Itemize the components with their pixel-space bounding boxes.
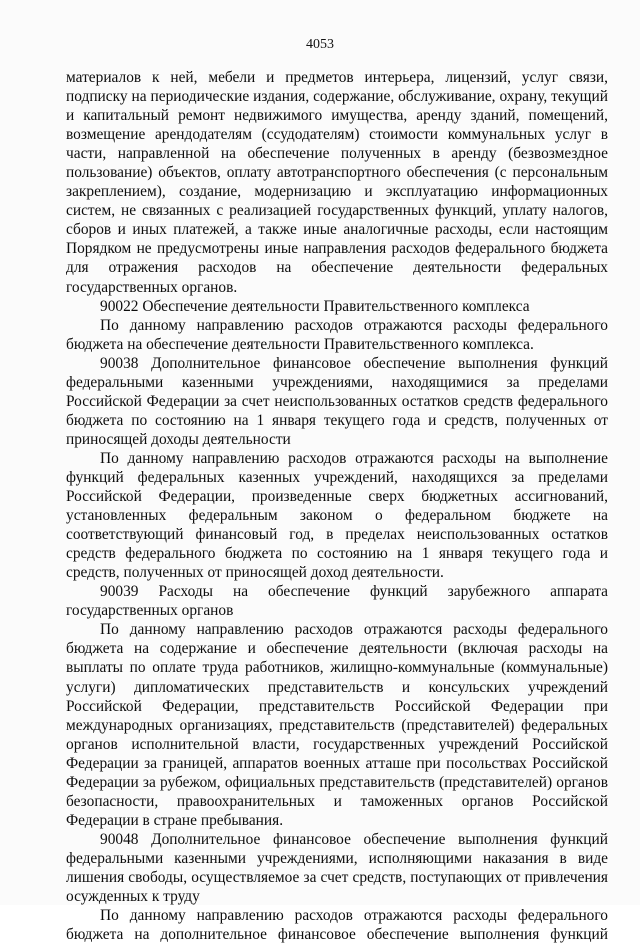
paragraph-90039-description: По данному направлению расходов отражаются расходы федерального бюджета на содержание и обеспечение деятельности (включая расходы на выплаты по оплате труда работников, жилищно-коммунальные (коммунальные) услуги) дипломатических представительств и консульских учреждений Российской Федерации, представительств Российской Федерации при международных организациях, представительств (представителей) федеральных органов исполнительной власти, государственных учреждений Российской Федерации за границей, аппаратов военных атташе при посольствах Российской Федерации за рубежом, официальных представительств (представителей) органов безопасности, правоохранительных и таможенных органов Российской Федерации в стране пребывания. <box>66 621 608 829</box>
paragraph-continuation: материалов к ней, мебели и предметов интерьера, лицензий, услуг связи, подписку на периодические издания, содержание, обслуживание, охрану, текущий и капитальный ремонт недвижимого имущества, аренду зданий, помещений, возмещение арендодателям (ссудодателям) стоимости коммунальных услуг в части, направленной на обеспечение полученных в аренду (безвозмездное пользование) объектов, оплату автотранспортного обеспечения (с персональным закреплением), создание, модернизацию и эксплуатацию информационных систем, не связанных с реализацией государственных функций, уплату налогов, сборов и иных платежей, а также иные аналогичные расходы, если настоящим Порядком не предусмотрены иные направления расходов федерального бюджета для отражения расходов на обеспечение деятельности федеральных государственных органов. <box>66 69 608 296</box>
paragraph-90048-description: По данному направлению расходов отражаются расходы федерального бюджета на дополнительное финансовое обеспечение выполнения функций <box>66 907 608 944</box>
document-body <box>66 68 608 944</box>
paragraph-90038-description: По данному направлению расходов отражаются расходы на выполнение функций федеральных казенных учреждений, находящихся за пределами Российской Федерации, произведенные сверх бюджетных ассигнований, установленных федеральным законом о федеральном бюджете на соответствующий финансовый год, в пределах неиспользованных остатков средств федерального бюджета по состоянию на 1 января текущего года и средств, полученных от приносящей доход деятельности. <box>66 449 608 582</box>
section-heading-90022: 90022 Обеспечение деятельности Правительственного комплекса <box>100 297 530 315</box>
page-number: 4053 <box>306 37 334 52</box>
section-heading-90038: 90038 Дополнительное финансовое обеспечение выполнения функций федеральными казенными учреждениями, находящимися за пределами Российской Федерации за счет неиспользованных остатков средств федерального бюджета по состоянию на 1 января текущего года и средств, полученных от приносящей доходы деятельности <box>66 354 608 448</box>
section-heading-90039: 90039 Расходы на обеспечение функций зарубежного аппарата государственных органов <box>66 583 608 620</box>
paragraph-90022-description: По данному направлению расходов отражаются расходы федерального бюджета на обеспечение деятельности Правительственного комплекса. <box>66 316 608 353</box>
section-heading-90048: 90048 Дополнительное финансовое обеспечение выполнения функций федеральными казенными учреждениями, исполняющими наказания в виде лишения свободы, осуществляемое за счет средств, поступающих от привлечения осужденных к труду <box>66 830 608 906</box>
